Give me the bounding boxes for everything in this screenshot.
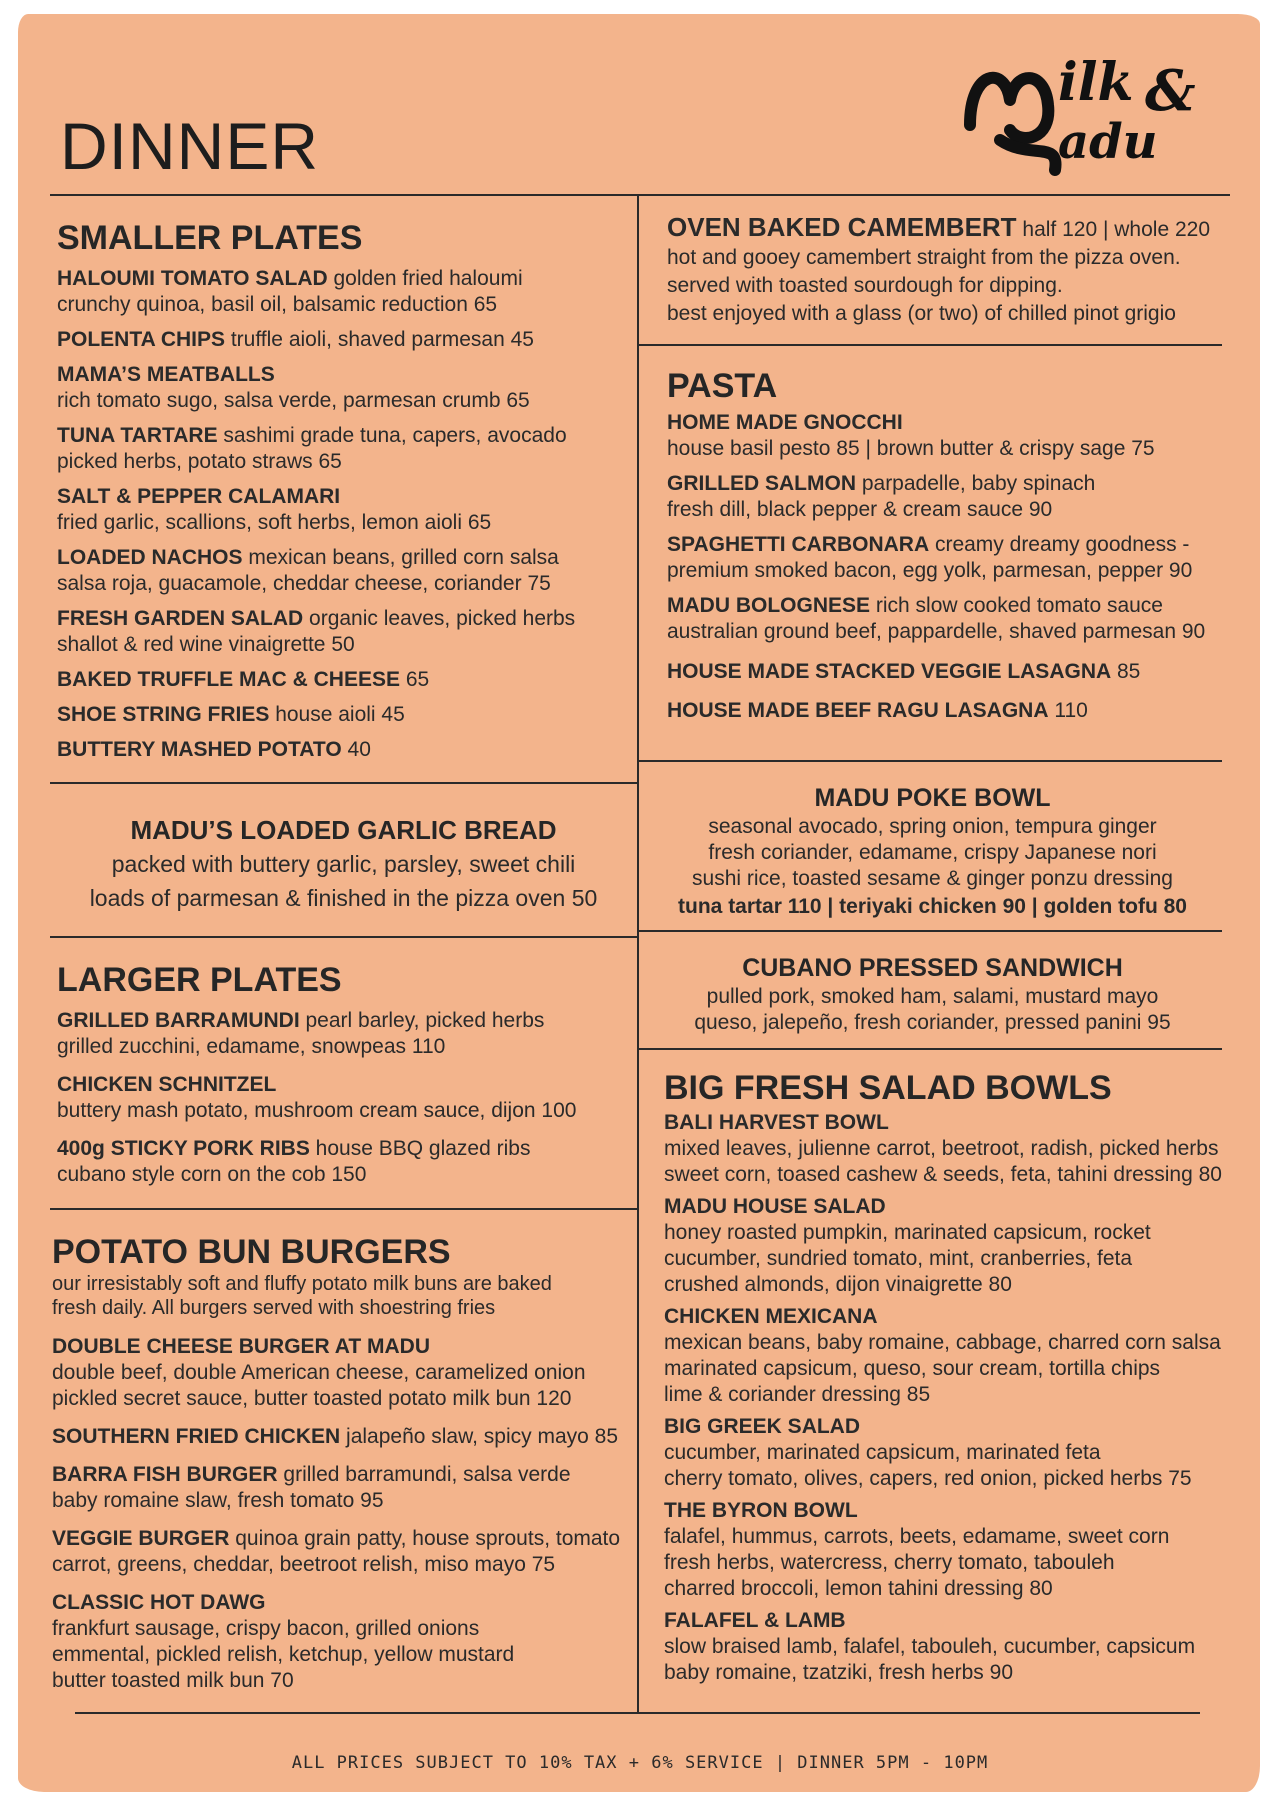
cubano-section — [640, 952, 1225, 1036]
milk-and-madu-logo — [960, 30, 1200, 180]
pasta-section — [667, 366, 1227, 733]
menu-item: CLASSIC HOT DAWG frankfurt sausage, crispy bacon, grilled onions emmental, pickled relish, ketchup, yellow mustard butter toasted milk bun 70 — [52, 1591, 515, 1692]
svg-text:&: & — [1145, 58, 1196, 124]
menu-item: BARRA FISH BURGER grilled barramundi, salsa verde baby romaine slaw, fresh tomato 95 — [52, 1463, 571, 1512]
menu-item: SPAGHETTI CARBONARA creamy dreamy goodness - premium smoked bacon, egg yolk, parmesan, pepper 90 — [667, 533, 1193, 582]
menu-item: FRESH GARDEN SALAD organic leaves, picked herbs shallot & red wine vinaigrette 50 — [57, 607, 576, 656]
larger-plates-section — [57, 960, 632, 1197]
menu-item: GRILLED SALMON parpadelle, baby spinach fresh dill, black pepper & cream sauce 90 — [667, 472, 1096, 521]
divider — [75, 1712, 1200, 1714]
footer-note: ALL PRICES SUBJECT TO 10% TAX + 6% SERVICE | DINNER 5PM - 10PM — [291, 1753, 989, 1773]
menu-item: SHOE STRING FRIES house aioli 45 — [57, 703, 405, 726]
section-heading: SMALLER PLATES — [57, 219, 363, 257]
divider — [637, 1048, 1222, 1050]
divider — [50, 936, 637, 938]
page-title: DINNER — [60, 109, 320, 183]
menu-item: CHICKEN MEXICANA mexican beans, baby romaine, cabbage, charred corn salsa marinated capsicum, queso, sour cream, tortilla chips lime & coriander dressing 85 — [664, 1305, 1221, 1406]
description-line: fresh coriander, edamame, crispy Japanese nori — [708, 841, 1157, 864]
description-line: queso, jalepeño, fresh coriander, pressed panini 95 — [694, 1011, 1171, 1034]
smaller-plates-section — [57, 218, 632, 772]
menu-item: HALOUMI TOMATO SALAD golden fried haloumi crunchy quinoa, basil oil, balsamic reduction 65 — [57, 267, 523, 316]
menu-item: HOUSE MADE BEEF RAGU LASAGNA 110 — [667, 699, 1088, 722]
divider — [637, 760, 1222, 762]
divider — [50, 782, 637, 784]
menu-item: POLENTA CHIPS truffle aioli, shaved parmesan 45 — [57, 328, 534, 351]
menu-item: BIG GREEK SALAD cucumber, marinated capsicum, marinated feta cherry tomato, olives, capers, red onion, picked herbs 75 — [664, 1415, 1192, 1490]
description-line: pulled pork, smoked ham, salami, mustard mayo — [706, 985, 1159, 1008]
divider — [50, 194, 1230, 196]
description-line: hot and gooey camembert straight from the pizza oven. — [667, 246, 1181, 269]
menu-item: HOME MADE GNOCCHI house basil pesto 85 | brown butter & crispy sage 75 — [667, 411, 1155, 460]
description-line: served with toasted sourdough for dipping. — [667, 274, 1063, 297]
section-heading: LARGER PLATES — [57, 961, 342, 999]
menu-item: 400g STICKY PORK RIBS house BBQ glazed ribs cubano style corn on the cob 150 — [57, 1137, 531, 1186]
section-heading: MADU POKE BOWL — [814, 784, 1051, 812]
description-line: best enjoyed with a glass (or two) of chilled pinot grigio — [667, 302, 1176, 325]
price-options: tuna tartar 110 | teriyaki chicken 90 | golden tofu 80 — [678, 895, 1187, 918]
divider — [637, 930, 1222, 932]
section-heading: BIG FRESH SALAD BOWLS — [664, 1069, 1112, 1107]
description-line: packed with buttery garlic, parsley, sweet chili — [111, 851, 576, 877]
divider — [637, 344, 1222, 346]
menu-item: SOUTHERN FRIED CHICKEN jalapeño slaw, spicy mayo 85 — [52, 1425, 619, 1448]
section-heading: MADU’S LOADED GARLIC BREAD — [130, 815, 557, 845]
menu-item: MADU BOLOGNESE rich slow cooked tomato sauce australian ground beef, pappardelle, shaved parmesan 90 — [667, 594, 1206, 643]
salad-bowls-section — [664, 1068, 1230, 1695]
menu-item: DOUBLE CHEESE BURGER AT MADU double beef, double American cheese, caramelized onion pickled secret sauce, butter toasted potato milk bun 120 — [52, 1335, 586, 1410]
menu-item: HOUSE MADE STACKED VEGGIE LASAGNA 85 — [667, 660, 1141, 683]
menu-item: FALAFEL & LAMB slow braised lamb, falafel, tabouleh, cucumber, capsicum baby romaine, tzatziki, fresh herbs 90 — [664, 1609, 1196, 1684]
menu-item: VEGGIE BURGER quinoa grain patty, house sprouts, tomato carrot, greens, cheddar, beetroot relish, miso mayo 75 — [52, 1527, 621, 1576]
menu-item: CHICKEN SCHNITZEL buttery mash potato, mushroom cream sauce, dijon 100 — [57, 1073, 577, 1122]
description-line: loads of parmesan & finished in the pizza oven 50 — [89, 885, 598, 911]
menu-item: LOADED NACHOS mexican beans, grilled corn salsa salsa roja, guacamole, cheddar cheese, coriander 75 — [57, 546, 559, 595]
poke-bowl-section — [640, 782, 1225, 920]
description-line: seasonal avocado, spring onion, tempura ginger — [708, 815, 1157, 838]
section-intro: our irresistably soft and fluffy potato milk buns are baked fresh daily. All burgers served with shoestring fries — [52, 1273, 552, 1319]
divider — [637, 194, 639, 1712]
section-heading: PASTA — [667, 367, 778, 405]
divider — [50, 1208, 637, 1210]
menu-item: TUNA TARTARE sashimi grade tuna, capers, avocado picked herbs, potato straws 65 — [57, 424, 567, 473]
section-heading: POTATO BUN BURGERS — [52, 1233, 451, 1271]
description-line: sushi rice, toasted sesame & ginger ponzu dressing — [692, 867, 1173, 890]
svg-text:adu: adu — [1058, 114, 1158, 170]
menu-item: BAKED TRUFFLE MAC & CHEESE 65 — [57, 668, 430, 691]
menu-item: THE BYRON BOWL falafel, hummus, carrots, beets, edamame, sweet corn fresh herbs, watercress, cherry tomato, tabouleh charred broccoli, lemon tahini dressing 80 — [664, 1499, 1170, 1600]
menu-item: GRILLED BARRAMUNDI pearl barley, picked herbs grilled zucchini, edamame, snowpeas 110 — [57, 1009, 545, 1058]
menu-item: BUTTERY MASHED POTATO 40 — [57, 738, 371, 761]
menu-item: SALT & PEPPER CALAMARI fried garlic, scallions, soft herbs, lemon aioli 65 — [57, 485, 492, 534]
camembert-section — [667, 214, 1227, 327]
menu-item: MAMA’S MEATBALLS rich tomato sugo, salsa verde, parmesan crumb 65 — [57, 363, 530, 412]
garlic-bread-section — [50, 814, 637, 912]
menu-item: BALI HARVEST BOWL mixed leaves, julienne carrot, beetroot, radish, picked herbs sweet corn, toased cashew & seeds, feta, tahini dressing 80 — [664, 1111, 1222, 1186]
svg-text:ilk: ilk — [1058, 52, 1134, 113]
menu-item-title: OVEN BAKED CAMEMBERT half 120 | whole 220 — [667, 212, 1211, 242]
menu-item: MADU HOUSE SALAD honey roasted pumpkin, marinated capsicum, rocket cucumber, sundried tomato, mint, cranberries, feta crushed almonds, dijon vinaigrette 80 — [664, 1195, 1151, 1296]
burgers-section — [52, 1232, 632, 1703]
section-heading: CUBANO PRESSED SANDWICH — [742, 954, 1123, 982]
